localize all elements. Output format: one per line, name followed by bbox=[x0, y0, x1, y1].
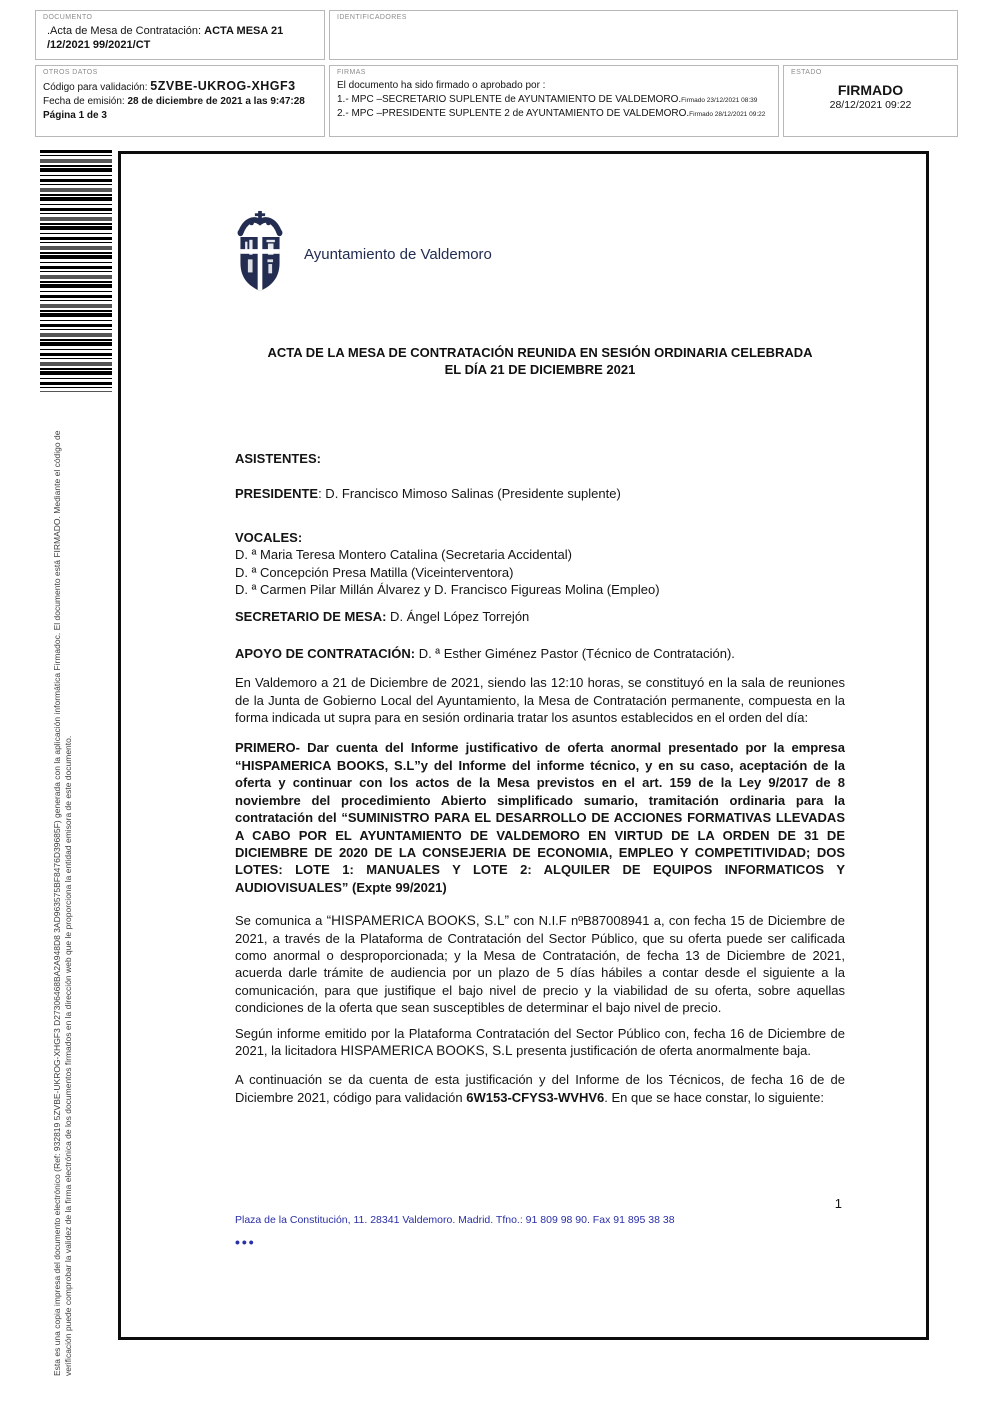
vocal-item: D. ª Maria Teresa Montero Catalina (Secretaria Accidental) bbox=[235, 547, 572, 563]
status-badge: FIRMADO bbox=[837, 82, 904, 98]
secretario-line: SECRETARIO DE MESA: D. Ángel López Torrejón bbox=[235, 609, 530, 625]
firmas-label: FIRMAS bbox=[337, 69, 366, 76]
segun-paragraph: Según informe emitido por la Plataforma Contratación del Sector Público con, fecha 16 de Diciembre de 2021, la licitadora HISPAMERICA BOOKS, S.L presenta justificación de oferta anormalmente baja. bbox=[235, 1025, 845, 1058]
estado-box bbox=[783, 65, 958, 137]
valdemoro-crest-icon bbox=[233, 209, 287, 298]
identificadores-label: IDENTIFICADORES bbox=[337, 14, 407, 21]
document-page-frame bbox=[118, 151, 929, 1340]
documento-box bbox=[35, 10, 325, 60]
vocal-item: D. ª Carmen Pilar Millán Álvarez y D. Francisco Figureas Molina (Empleo) bbox=[235, 582, 660, 598]
barcode-icon bbox=[40, 150, 112, 392]
intro-paragraph: En Valdemoro a 21 de Diciembre de 2021, siendo las 12:10 horas, se constituyó en la sala de reuniones de la Junta de Gobierno Local del Ayuntamiento, la Mesa de Contratación permanente, compuesta en la forma indicada ut supra para en sesión ordinaria tratar los asuntos establecidos en el orden del día: bbox=[235, 675, 845, 726]
document-metadata-header bbox=[35, 10, 958, 137]
presidente-line: PRESIDENTE: D. Francisco Mimoso Salinas (Presidente suplente) bbox=[235, 486, 621, 502]
verification-side-text bbox=[52, 420, 73, 1376]
continuacion-paragraph: A continuación se da cuenta de esta justificación y del Informe de los Técnicos, de fecha 16 de de Diciembre 2021, código para validación 6W153-CFYS3-WVHV6. En que se hace constar, lo siguiente: bbox=[235, 1072, 845, 1105]
asistentes-heading: ASISTENTES: bbox=[235, 451, 321, 466]
firmas-signer-1: 1.- MPC –SECRETARIO SUPLENTE de AYUNTAMIENTO DE VALDEMORO.Firmado 23/12/2021 08:39 bbox=[337, 93, 758, 105]
firmas-intro: El documento ha sido firmado o aprobado por : bbox=[337, 80, 546, 91]
pagina-indicator: Página 1 de 3 bbox=[43, 110, 107, 121]
estado-label: ESTADO bbox=[791, 69, 822, 76]
status-datetime: 28/12/2021 09:22 bbox=[829, 99, 912, 111]
page-title: ACTA DE LA MESA DE CONTRATACIÓN REUNIDA EN SESIÓN ORDINARIA CELEBRADA EL DÍA 21 DE DICIEMBRE 2021 bbox=[267, 345, 813, 377]
document-body bbox=[235, 450, 845, 1106]
page-number: 1 bbox=[834, 1196, 842, 1211]
codigo-validacion: Código para validación: 5ZVBE-UKROG-XHGF3 bbox=[43, 79, 296, 93]
se-comunica-paragraph: Se comunica a “HISPAMERICA BOOKS, S.L” con N.I.F nºB87008941 a, con fecha 15 de Diciembre de 2021, a través de la Plataforma de Contratación del Sector Público, que su oferta puede ser calificada como anormal o desproporcionada; y la Mesa de Contratación, de fecha 13 de Diciembre de 2021, acuerda darle trámite de audiencia por un plazo de 5 días hábiles a contar desde el siguiente a la comunicación, para que justifique el bajo nivel de precio y la viabilidad de su oferta, sobre aquellas condiciones de la oferta que sean susceptibles de determinar el bajo nivel de precio. bbox=[235, 913, 845, 1016]
documento-label: DOCUMENTO bbox=[43, 14, 93, 21]
footer-address: Plaza de la Constitución, 11. 28341 Valdemoro. Madrid. Tfno.: 91 809 98 90. Fax 91 895 38 38 bbox=[235, 1214, 675, 1226]
verification-line-1: Esta es una copia impresa del documento electrónico (Ref: 932819 5ZVBE-UKROG-XHGF3 D27306468BA2A948D8 3AD963575BF8476D39685F) generada con la aplicación informática Firmadoc. El documento está FIRMADO. Mediante el código de bbox=[52, 430, 62, 1376]
municipality-name: Ayuntamiento de Valdemoro bbox=[304, 246, 492, 263]
firmas-signer-2: 2.- MPC –PRESIDENTE SUPLENTE 2 de AYUNTAMIENTO DE VALDEMORO.Firmado 28/12/2021 09:22 bbox=[337, 108, 766, 119]
documento-value: .Acta de Mesa de Contratación: ACTA MESA 21 /12/2021 99/2021/CT bbox=[47, 25, 284, 51]
vocales-heading: VOCALES: bbox=[235, 529, 303, 545]
identificadores-box bbox=[329, 10, 958, 60]
fecha-emision: Fecha de emisión: 28 de diciembre de 2021 a las 9:47:28 bbox=[43, 96, 305, 107]
verification-line-2: verificación puede comprobar la validez de la firma electrónica de los documentos firmados en la dirección web que le proporciona la entidad emisora de este documento. bbox=[62, 735, 73, 1376]
otros-datos-label: OTROS DATOS bbox=[43, 69, 98, 76]
primero-paragraph: PRIMERO- Dar cuenta del Informe justificativo de oferta anormal presentado por la empresa “HISPAMERICA BOOKS, S.L”y del Informe del informe técnico, y en su caso, aceptación de la oferta y continuar con los actos de la Mesa previstos en el art. 159 de la Ley 9/2017 de 8 noviembre del procedimiento Abierto simplificado sumario, tramitación ordinaria para la contratación del “SUMINISTRO PARA EL DESARROLLO DE ACCIONES FORMATIVAS LLEVADAS A CABO POR EL AYUNTAMIENTO DE VALDEMORO EN VIRTUD DE LA ORDEN DE 31 DE DICIEMBRE DE 2020 DE LA CONSEJERIA DE ECONOMIA, EMPLEO Y COMPETITIVIDAD; DOS LOTES: LOTE 1: MANUALES Y LOTE 2: ALQUILER DE EQUIPOS INFORMATICOS Y AUDIOVISUALES” (Expte 99/2021) bbox=[235, 740, 845, 895]
vocal-item: D. ª Concepción Presa Matilla (Viceinterventora) bbox=[235, 564, 514, 580]
apoyo-line: APOYO DE CONTRATACIÓN: D. ª Esther Giménez Pastor (Técnico de Contratación). bbox=[235, 645, 735, 661]
otros-datos-box bbox=[35, 65, 325, 137]
footer-dots: ••• bbox=[235, 1234, 256, 1250]
firmas-box bbox=[329, 65, 779, 137]
